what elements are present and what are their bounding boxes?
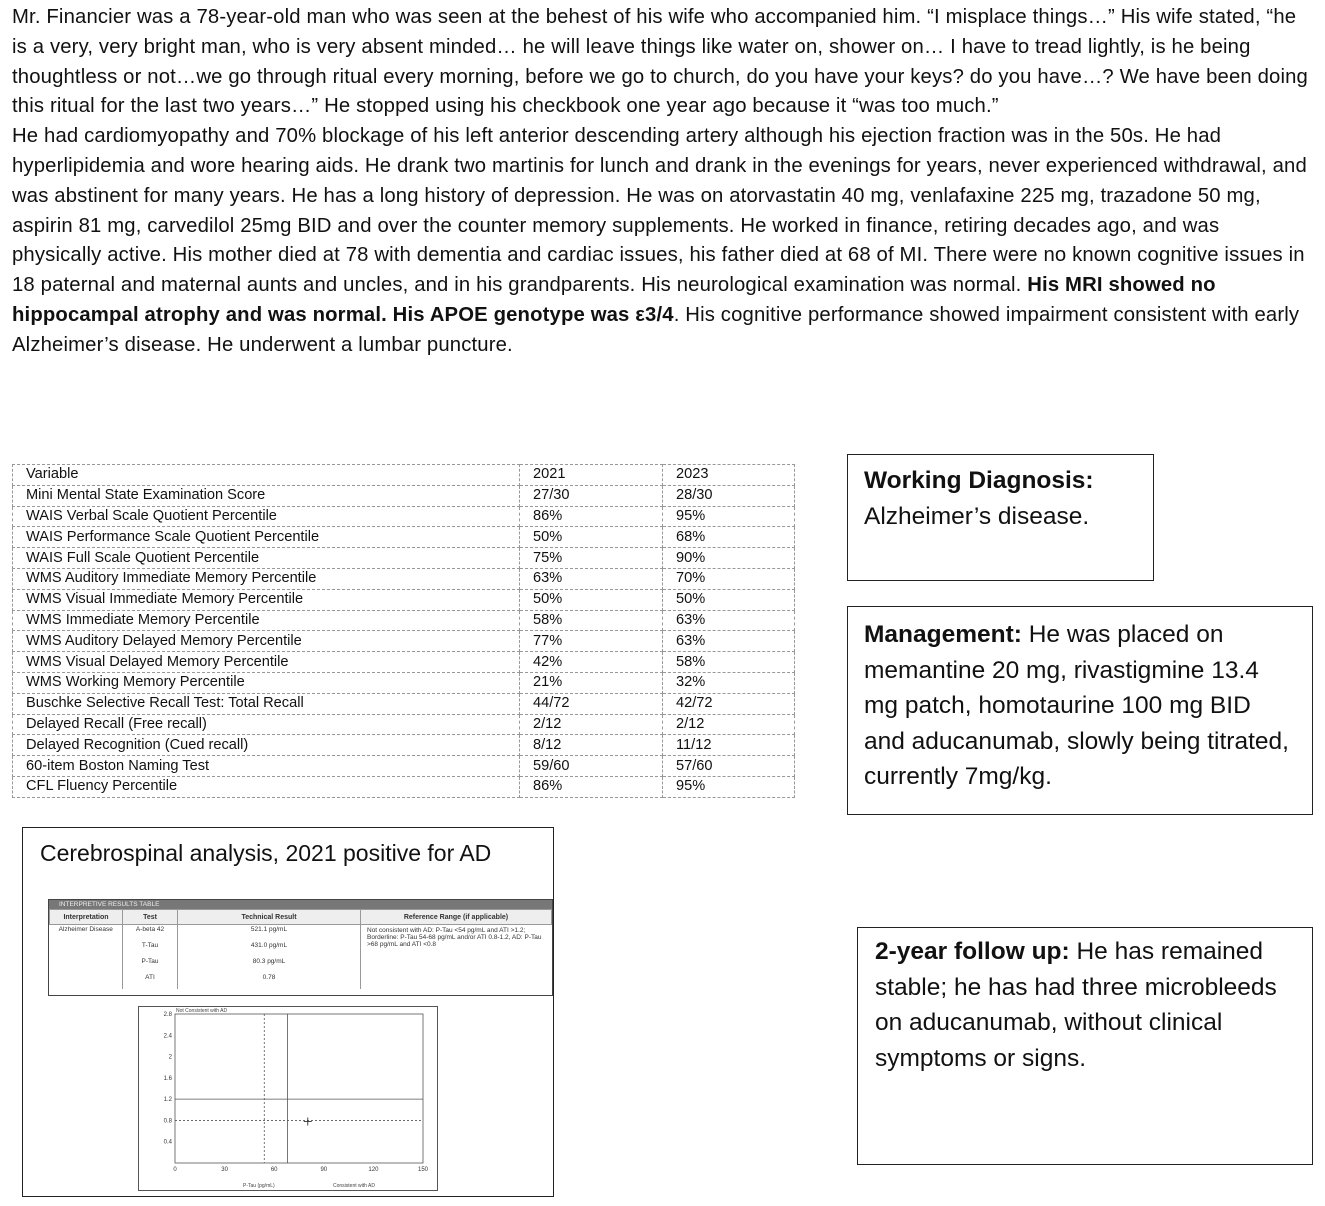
scores-row (13, 776, 795, 797)
narrative-history: He had cardiomyopathy and 70% blockage of his left anterior descending artery although his ejection fraction was in the 50s. He had hyperlipidemia and wore hearing aids. He drank two martinis for lunch and drank in the evenings for years, never experienced withdrawal, and was abstinent for many years. He has a long history of depression. He was on atorvastatin 40 mg, venlafaxine 225 mg, trazadone 50 mg, aspirin 81 mg, carvedilol 25mg BID and over the counter memory supplements. He worked in finance, retiring decades ago, and was physically active. His mother died at 78 with dementia and cardiac issues, his father died at 68 of MI. There were no known cognitive issues in 18 paternal and maternal aunts and uncles, and in his grandparents. His neurological examination was normal. (12, 125, 1307, 297)
year-2021-cell: 77% (520, 631, 663, 652)
y-tick-label: 0.8 (163, 1118, 172, 1125)
follow-up-text: He has remained stable; he has had three microbleeds on aducanumab, without clinical symptoms or signs. (875, 938, 1277, 1072)
variable-cell: Variable (13, 465, 520, 486)
interpretive-table-grid (49, 909, 552, 989)
narrative-imaging-bold: His MRI showed no hippocampal atrophy and was normal. His APOE genotype was ε3/4 (12, 274, 1216, 326)
plot-x-label: P-Tau (pg/mL) (243, 1183, 275, 1189)
year-2021-cell: 86% (520, 776, 663, 797)
year-2023-cell: 50% (663, 589, 795, 610)
scores-row (13, 693, 795, 714)
year-2021-cell: 2021 (520, 465, 663, 486)
header-test: Test (123, 910, 178, 925)
narrative-paragraph-2 (12, 122, 1312, 360)
header-technical-result: Technical Result (178, 910, 361, 925)
year-2023-cell: 58% (663, 652, 795, 673)
scores-header-row (13, 465, 795, 486)
scores-row (13, 568, 795, 589)
year-2023-cell: 63% (663, 610, 795, 631)
variable-cell: WAIS Performance Scale Quotient Percentile (13, 527, 520, 548)
year-2023-cell: 2023 (663, 465, 795, 486)
result-cell: 431.0 pg/mL (178, 941, 361, 957)
test-cell: A-beta 42 (123, 925, 178, 942)
interpretive-results-table (48, 899, 553, 996)
y-tick-label: 2 (168, 1054, 172, 1061)
scores-row (13, 631, 795, 652)
year-2023-cell: 28/30 (663, 485, 795, 506)
y-tick-label: 1.6 (163, 1075, 172, 1082)
scores-row (13, 589, 795, 610)
variable-cell: Delayed Recall (Free recall) (13, 714, 520, 735)
scores-row (13, 610, 795, 631)
year-2023-cell: 68% (663, 527, 795, 548)
working-diagnosis-text: Alzheimer’s disease. (864, 502, 1090, 530)
scores-row (13, 756, 795, 777)
interpretation-cell: Alzheimer Disease (50, 925, 123, 990)
case-narrative (12, 3, 1312, 361)
year-2021-cell: 58% (520, 610, 663, 631)
reference-cell: Not consistent with AD: P-Tau <54 pg/mL and ATI >1.2; Borderline: P-Tau 54-68 pg/mL and/or ATI 0.8-1.2, AD: P-Tau >68 pg/mL and ATI <0.8 (367, 927, 542, 948)
year-2023-cell: 11/12 (663, 735, 795, 756)
year-2021-cell: 21% (520, 672, 663, 693)
scores-row (13, 485, 795, 506)
variable-cell: WMS Auditory Immediate Memory Percentile (13, 568, 520, 589)
year-2021-cell: 50% (520, 589, 663, 610)
year-2021-cell: 59/60 (520, 756, 663, 777)
y-tick-label: 2.8 (163, 1012, 172, 1018)
variable-cell: Delayed Recognition (Cued recall) (13, 735, 520, 756)
x-tick-label: 120 (368, 1167, 379, 1173)
scores-row (13, 672, 795, 693)
working-diagnosis-label: Working Diagnosis: (864, 467, 1094, 494)
narrative-paragraph-1: Mr. Financier was a 78-year-old man who was seen at the behest of his wife who accompanied him. “I misplace things…” His wife stated, “he is a very, very bright man, who is very absent minded… he will leave things like water on, shower on… I have to tread lightly, is he being thoughtless or not…we go through ritual every morning, before we go to church, do you have your keys? do you have…? We have been doing this ritual for the last two years…” He stopped using his checkbook one year ago because it “was too much.” (12, 6, 1308, 118)
interpretive-table-bar: INTERPRETIVE RESULTS TABLE (49, 900, 552, 909)
management-text: He was placed on memantine 20 mg, rivastigmine 13.4 mg patch, homotaurine 100 mg BID and aducanumab, slowly being titrated, currently 7mg/kg. (864, 621, 1289, 790)
csf-title: Cerebrospinal analysis, 2021 positive for AD (40, 840, 492, 866)
y-tick-label: 2.4 (163, 1033, 172, 1040)
year-2023-cell: 32% (663, 672, 795, 693)
scores-row (13, 735, 795, 756)
x-tick-label: 90 (320, 1167, 328, 1173)
scores-row (13, 527, 795, 548)
scores-row (13, 652, 795, 673)
follow-up-box (857, 927, 1313, 1165)
management-box (847, 606, 1313, 815)
variable-cell: WMS Working Memory Percentile (13, 672, 520, 693)
variable-cell: WMS Auditory Delayed Memory Percentile (13, 631, 520, 652)
scores-row (13, 506, 795, 527)
year-2021-cell: 27/30 (520, 485, 663, 506)
result-cell: 80.3 pg/mL (178, 957, 361, 973)
plot-x-right-label: Consistent with AD (333, 1183, 375, 1189)
variable-cell: Mini Mental State Examination Score (13, 485, 520, 506)
cognitive-scores-table (12, 464, 795, 798)
variable-cell: CFL Fluency Percentile (13, 776, 520, 797)
year-2021-cell: 75% (520, 548, 663, 569)
cognitive-scores-body (13, 465, 795, 798)
plot-top-label: Not Consistent with AD (176, 1008, 228, 1014)
variable-cell: WAIS Verbal Scale Quotient Percentile (13, 506, 520, 527)
variable-cell: 60-item Boston Naming Test (13, 756, 520, 777)
scores-row (13, 548, 795, 569)
variable-cell: Buschke Selective Recall Test: Total Recall (13, 693, 520, 714)
x-tick-label: 150 (417, 1167, 429, 1173)
year-2023-cell: 95% (663, 506, 795, 527)
variable-cell: WAIS Full Scale Quotient Percentile (13, 548, 520, 569)
follow-up-label: 2-year follow up: (875, 938, 1070, 965)
variable-cell: WMS Visual Immediate Memory Percentile (13, 589, 520, 610)
x-tick-label: 60 (270, 1167, 278, 1173)
year-2021-cell: 63% (520, 568, 663, 589)
year-2021-cell: 86% (520, 506, 663, 527)
year-2023-cell: 57/60 (663, 756, 795, 777)
test-cell: ATI (123, 973, 178, 989)
header-reference-range: Reference Range (if applicable) (361, 910, 552, 925)
y-tick-label: 1.2 (163, 1097, 172, 1104)
x-tick-label: 0 (173, 1167, 177, 1173)
year-2023-cell: 70% (663, 568, 795, 589)
year-2023-cell: 63% (663, 631, 795, 652)
year-2021-cell: 8/12 (520, 735, 663, 756)
variable-cell: WMS Immediate Memory Percentile (13, 610, 520, 631)
x-tick-label: 30 (221, 1167, 228, 1173)
year-2021-cell: 42% (520, 652, 663, 673)
variable-cell: WMS Visual Delayed Memory Percentile (13, 652, 520, 673)
result-cell: 521.1 pg/mL (178, 925, 361, 942)
year-2021-cell: 2/12 (520, 714, 663, 735)
year-2021-cell: 50% (520, 527, 663, 548)
test-cell: P-Tau (123, 957, 178, 973)
year-2023-cell: 42/72 (663, 693, 795, 714)
y-tick-label: 0.4 (163, 1139, 172, 1146)
test-cell: T-Tau (123, 941, 178, 957)
csf-scatter-plot (138, 1006, 438, 1191)
header-interpretation: Interpretation (50, 910, 123, 925)
narrative-conclusion: . His cognitive performance showed impairment consistent with early Alzheimer’s disease. He underwent a lumbar puncture. (12, 303, 1300, 356)
year-2021-cell: 44/72 (520, 693, 663, 714)
year-2023-cell: 90% (663, 548, 795, 569)
year-2023-cell: 95% (663, 776, 795, 797)
year-2023-cell: 2/12 (663, 714, 795, 735)
scores-row (13, 714, 795, 735)
working-diagnosis-box (847, 454, 1154, 581)
management-label: Management: (864, 621, 1022, 648)
result-cell: 0.78 (178, 973, 361, 989)
csf-analysis-box (22, 827, 554, 1197)
